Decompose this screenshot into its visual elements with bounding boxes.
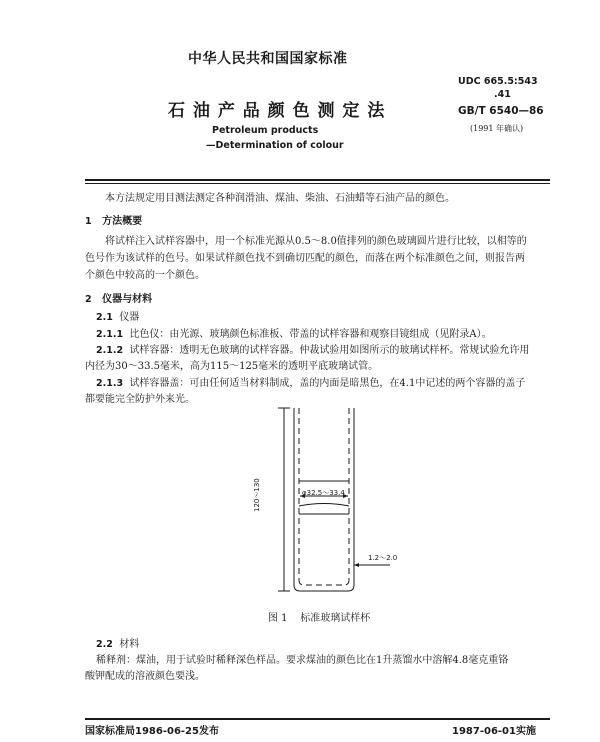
section-1-line-1: 将试样注入试样容器中，用一个标准光源从0.5～8.0值排列的颜色玻璃圆片进行比较，以相等的: [105, 236, 527, 247]
udc-number: UDC 665.5:543: [458, 76, 538, 87]
issuer-line: 中华人民共和国国家标准: [188, 51, 348, 67]
clause-2-2-line-2: 酸钾配成的溶液颜色要浅。: [85, 671, 205, 682]
section-1-number: 1: [85, 216, 92, 227]
figure-caption: [268, 610, 370, 627]
clause-2-1-text: 仪器: [119, 312, 140, 323]
confirmation-note: (1991 年确认): [470, 124, 524, 133]
clause-2-1-2-number: 2.1.2: [96, 345, 124, 356]
clause-2-1-number: 2.1: [96, 312, 113, 323]
section-2-title: 仪器与材料: [102, 294, 153, 305]
clause-2-1-1-number: 2.1.1: [96, 329, 124, 340]
clause-2-1-1: [96, 326, 492, 343]
header-rule-top: [85, 179, 550, 181]
figure-caption-text: 标准玻璃试样杯: [300, 613, 371, 624]
header-rule-bottom: [85, 183, 550, 184]
figure-sample-cup-drawing: [250, 400, 420, 605]
intro-paragraph: 本方法规定用目测法测定各种润滑油、煤油、柴油、石油蜡等石油产品的颜色。: [105, 193, 455, 204]
wall-arrow: [354, 563, 359, 567]
clause-2-1-2: [96, 342, 529, 359]
diameter-dimension-label: φ32.5～33.4: [302, 489, 345, 497]
effective-date: 1987-06-01实施: [452, 726, 536, 737]
clause-2-2-title: 材料: [119, 639, 140, 650]
section-1-heading: [85, 212, 142, 227]
footer-rule: [85, 718, 550, 720]
clause-2-1: [96, 309, 139, 326]
section-1-line-3: 个颜色中较高的一个颜色。: [85, 270, 205, 281]
cup-bottom-inner: [299, 580, 349, 585]
clause-2-2: [96, 636, 139, 653]
english-title-line-1: Petroleum products: [212, 125, 319, 136]
clause-2-1-3-number: 2.1.3: [96, 378, 124, 389]
section-1-title: 方法概要: [102, 216, 143, 227]
cup-bottom-outer: [294, 585, 354, 591]
approval-date: 国家标准局1986-06-25发布: [85, 726, 219, 737]
clause-2-1-2-line-2: 内径为30～33.5毫米，高为115～125毫米的透明平底玻璃试管。: [85, 361, 379, 372]
height-dimension-label: 120～130: [253, 478, 261, 512]
figure-caption-number: 图 1: [268, 613, 288, 624]
section-2-heading: [85, 290, 152, 305]
clause-2-1-3-text: 试样容器盖：可由任何适当材料制成，盖的内面是暗黑色，在4.1中记述的两个容器的盖子: [129, 378, 526, 389]
meniscus-line: [299, 504, 349, 507]
wall-dimension-label: 1.2～2.0: [368, 554, 398, 562]
clause-2-2-line-1: 稀释剂：煤油，用于试验时稀释深色样品。要求煤油的颜色比在1升蒸馏水中溶解4.8毫克重铬: [96, 655, 509, 666]
clause-2-1-1-text: 比色仪：由光源、玻璃颜色标准板、带盖的试样容器和观察目镜组成（见附录A）。: [129, 329, 492, 340]
english-title-line-2: —Determination of colour: [206, 140, 344, 151]
clause-2-2-number: 2.2: [96, 639, 113, 650]
standard-number: GB/T 6540—86: [458, 105, 544, 117]
clause-2-1-2-text: 试样容器：透明无色玻璃的试样容器。仲裁试验用如图所示的玻璃试样杯。常规试验允许用: [129, 345, 530, 356]
section-2-number: 2: [85, 294, 92, 305]
page-title: 石 油 产 品 颜 色 测 定 法: [168, 101, 386, 121]
clause-2-1-3-line-2: 都要能完全防护外来光。: [85, 394, 195, 405]
section-1-line-2: 色号作为该试样的色号。如果试样颜色找不到确切匹配的颜色，而落在两个标准颜色之间，则报告两: [85, 253, 525, 264]
udc-number-cont: .41: [494, 89, 511, 100]
clause-2-1-3: [96, 375, 525, 392]
